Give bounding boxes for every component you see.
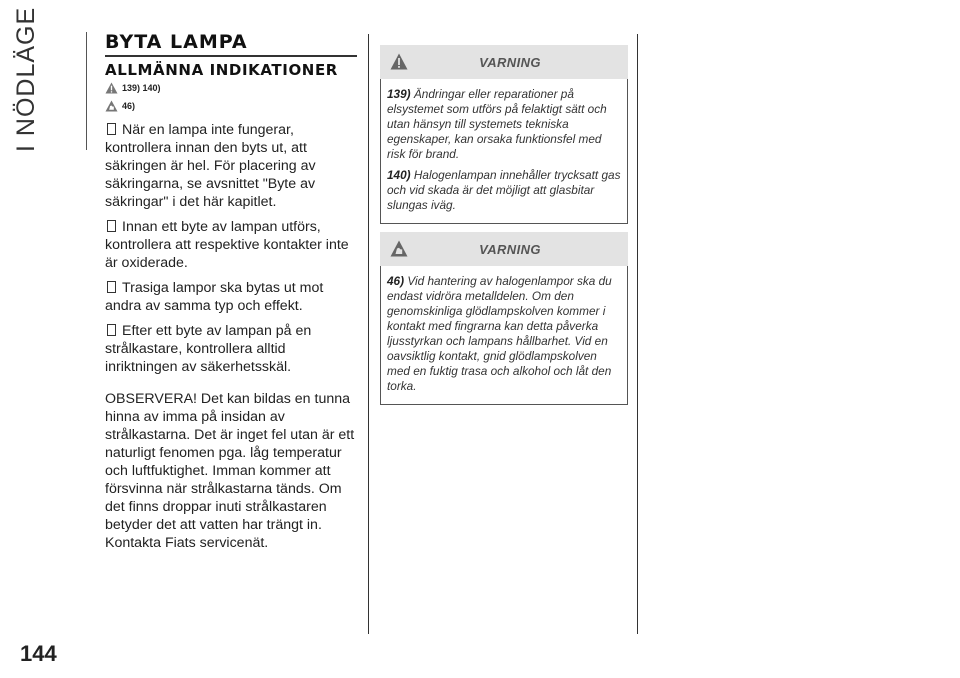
right-column (380, 45, 628, 405)
checkbox-bullet-icon (107, 220, 116, 232)
warning-text: Vid hantering av halogenlampor ska du endast vidröra metalldelen. Om den genomskinliga glödlampskolven kommer i kontakt med fingrarna kan detta påverka ljusstyrkan och lampans hållbarhet. Vid en oavsiktlig kontakt, gnid glödlampskolven med en fuktig trasa och alkohol och låt den torka. (387, 274, 612, 393)
warning-label: VARNING (479, 54, 541, 70)
checkbox-bullet-icon (107, 281, 116, 293)
column-divider (368, 34, 369, 634)
bullet-item (105, 279, 357, 315)
title-rule (105, 55, 357, 57)
bullet-item (105, 322, 357, 376)
reference-numbers: 139) 140) (122, 83, 161, 93)
warning-number: 140) (387, 168, 411, 182)
left-column (105, 32, 357, 552)
reference-numbers: 46) (122, 101, 136, 111)
warning-triangle-icon (390, 53, 408, 70)
chapter-title: I NÖDLÄGE (12, 6, 40, 152)
warning-item (387, 168, 621, 213)
warning-item (387, 87, 621, 162)
hand-warning-icon (390, 240, 408, 257)
reference-environment-line (105, 98, 357, 114)
bullet-text: När en lampa inte fungerar, kontrollera innan den byts ut, att säkringen är hel. För placering av säkringarna, se avsnittet "Byte av säkringar" i det här kapitlet. (105, 122, 316, 210)
warning-text: Ändringar eller reparationer på elsystemet som utförs på felaktigt sätt och utan hänsyn till systemets tekniska egenskaper, kan orsaka funktionsfel med risk för brand. (387, 87, 607, 161)
warning-number: 46) (387, 274, 405, 288)
column-divider-right (637, 34, 638, 634)
warning-number: 139) (387, 87, 411, 101)
bullet-item (105, 218, 357, 272)
bullet-text: Efter ett byte av lampan på en strålkastare, kontrollera alltid inriktningen av säkerhetsskäl. (105, 323, 312, 375)
warning-box (380, 79, 628, 224)
warning-header (380, 232, 628, 266)
bullet-text: Trasiga lampor ska bytas ut mot andra av samma typ och effekt. (105, 280, 324, 314)
warning-box (380, 266, 628, 405)
checkbox-bullet-icon (107, 123, 116, 135)
hand-warning-icon (105, 100, 118, 112)
warning-header (380, 45, 628, 79)
reference-warning-line (105, 80, 357, 96)
warning-text: Halogenlampan innehåller trycksatt gas och vid skada är det möjligt att glasbitar slungas iväg. (387, 168, 621, 212)
checkbox-bullet-icon (107, 324, 116, 336)
bullet-text: Innan ett byte av lampan utförs, kontrollera att respektive kontakter inte är oxiderade. (105, 219, 349, 271)
warning-triangle-icon (105, 82, 118, 94)
chapter-tab-rule (86, 32, 87, 150)
bullet-item (105, 121, 357, 211)
note-paragraph: OBSERVERA! Det kan bildas en tunna hinna av imma på insidan av strålkastarna. Det är inget fel utan är ett naturligt fenomen pga. låg temperatur och luftfuktighet. Imman kommer att försvinna när strålkastarna tänds. Om det finns droppar inuti strålkastaren betyder det att vatten har trängt in. Kontakta Fiats servicenät. (105, 391, 355, 551)
warning-item (387, 274, 621, 394)
section-title: BYTA LAMPA (105, 31, 248, 53)
subsection-title: ALLMÄNNA INDIKATIONER (105, 61, 338, 79)
warning-label: VARNING (479, 241, 541, 257)
page-number: 144 (20, 641, 57, 666)
